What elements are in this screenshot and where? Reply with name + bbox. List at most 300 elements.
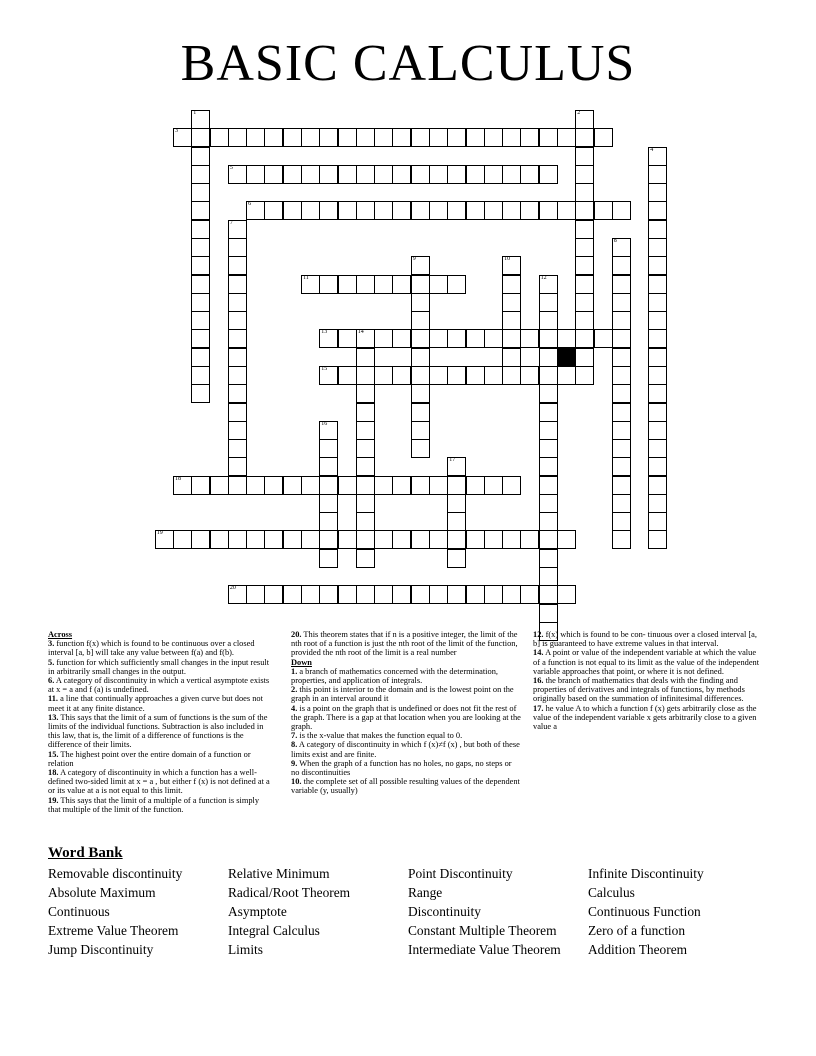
grid-cell[interactable] [539, 567, 558, 586]
grid-cell[interactable] [228, 403, 247, 422]
grid-cell[interactable] [612, 403, 631, 422]
grid-cell[interactable] [429, 275, 448, 294]
grid-cell[interactable] [612, 494, 631, 513]
grid-cell[interactable] [484, 476, 503, 495]
grid-cell[interactable] [411, 421, 430, 440]
grid-cell[interactable] [356, 439, 375, 458]
grid-cell[interactable] [594, 201, 613, 220]
grid-cell[interactable] [539, 128, 558, 147]
grid-cell[interactable] [228, 165, 247, 184]
grid-cell[interactable] [228, 275, 247, 294]
grid-cell[interactable] [575, 275, 594, 294]
grid-cell[interactable] [356, 275, 375, 294]
grid-cell[interactable] [173, 476, 192, 495]
grid-cell[interactable] [338, 585, 357, 604]
grid-cell[interactable] [191, 165, 210, 184]
grid-cell[interactable] [338, 128, 357, 147]
grid-cell[interactable] [539, 604, 558, 623]
grid-cell[interactable] [502, 585, 521, 604]
grid-cell[interactable] [648, 220, 667, 239]
clue-number-label: 11. [48, 694, 59, 704]
grid-cell[interactable] [411, 293, 430, 312]
grid-cell[interactable] [374, 165, 393, 184]
grid-cell[interactable] [612, 329, 631, 348]
grid-cell[interactable] [338, 275, 357, 294]
grid-cell[interactable] [520, 585, 539, 604]
grid-cell[interactable] [228, 421, 247, 440]
grid-cell[interactable] [191, 128, 210, 147]
grid-cell[interactable] [466, 366, 485, 385]
grid-cell[interactable] [264, 165, 283, 184]
grid-cell[interactable] [447, 585, 466, 604]
grid-cell[interactable] [484, 329, 503, 348]
grid-cell[interactable] [191, 220, 210, 239]
grid-cell[interactable] [411, 366, 430, 385]
grid-cell[interactable] [411, 201, 430, 220]
grid-cell[interactable] [392, 128, 411, 147]
grid-cell[interactable] [447, 201, 466, 220]
grid-cell[interactable] [612, 256, 631, 275]
grid-cell[interactable] [228, 457, 247, 476]
grid-cell[interactable] [411, 256, 430, 275]
grid-cell[interactable] [210, 530, 229, 549]
grid-cell[interactable] [648, 494, 667, 513]
black-square [557, 348, 576, 367]
grid-cell[interactable] [228, 293, 247, 312]
grid-cell[interactable] [612, 275, 631, 294]
grid-cell[interactable] [466, 476, 485, 495]
grid-cell[interactable] [648, 457, 667, 476]
grid-cell[interactable] [429, 476, 448, 495]
grid-cell[interactable] [520, 201, 539, 220]
grid-cell[interactable] [575, 201, 594, 220]
grid-cell[interactable] [392, 329, 411, 348]
grid-cell[interactable] [648, 183, 667, 202]
grid-cell[interactable] [575, 165, 594, 184]
grid-cell[interactable] [356, 512, 375, 531]
grid-cell[interactable] [228, 220, 247, 239]
grid-cell[interactable] [539, 348, 558, 367]
grid-cell[interactable] [648, 275, 667, 294]
grid-cell[interactable] [466, 530, 485, 549]
grid-cell[interactable] [191, 366, 210, 385]
grid-cell[interactable] [539, 494, 558, 513]
grid-cell[interactable] [502, 476, 521, 495]
grid-cell[interactable] [484, 128, 503, 147]
grid-cell[interactable] [283, 530, 302, 549]
grid-cell[interactable] [246, 530, 265, 549]
grid-cell[interactable] [392, 585, 411, 604]
grid-cell[interactable] [356, 530, 375, 549]
grid-cell[interactable] [539, 512, 558, 531]
grid-cell[interactable] [575, 366, 594, 385]
grid-cell[interactable] [557, 128, 576, 147]
grid-cell[interactable] [319, 549, 338, 568]
grid-cell[interactable] [575, 329, 594, 348]
grid-cell[interactable] [264, 201, 283, 220]
grid-cell[interactable] [319, 366, 338, 385]
grid-cell[interactable] [191, 293, 210, 312]
grid-cell[interactable] [648, 311, 667, 330]
grid-cell[interactable] [648, 366, 667, 385]
word-bank-entry: Calculus [588, 885, 635, 900]
grid-cell[interactable] [484, 165, 503, 184]
grid-cell[interactable] [648, 476, 667, 495]
grid-cell[interactable] [539, 275, 558, 294]
grid-cell[interactable] [191, 384, 210, 403]
grid-cell[interactable] [447, 457, 466, 476]
grid-cell[interactable] [338, 530, 357, 549]
grid-cell[interactable] [301, 585, 320, 604]
grid-cell[interactable] [520, 329, 539, 348]
grid-cell[interactable] [648, 165, 667, 184]
grid-cell[interactable] [392, 275, 411, 294]
grid-cell[interactable] [612, 421, 631, 440]
grid-cell[interactable] [539, 549, 558, 568]
grid-cell[interactable] [411, 348, 430, 367]
grid-cell[interactable] [648, 403, 667, 422]
clue-text: is a point on the graph that is undefined or does not fit the rest of the graph. There is a gap at that location when you are looking at the graph. [291, 703, 521, 732]
grid-cell[interactable] [173, 530, 192, 549]
grid-cell[interactable] [557, 329, 576, 348]
grid-cell[interactable] [374, 329, 393, 348]
grid-cell[interactable] [356, 128, 375, 147]
grid-cell[interactable] [502, 366, 521, 385]
grid-cell[interactable] [228, 311, 247, 330]
grid-cell[interactable] [374, 530, 393, 549]
grid-cell[interactable] [392, 476, 411, 495]
grid-cell[interactable] [648, 238, 667, 257]
clue [291, 731, 521, 740]
grid-cell[interactable] [539, 329, 558, 348]
grid-cell[interactable] [484, 201, 503, 220]
grid-cell[interactable] [191, 238, 210, 257]
grid-cell[interactable] [264, 585, 283, 604]
grid-cell[interactable] [374, 275, 393, 294]
grid-cell[interactable] [338, 329, 357, 348]
grid-cell[interactable] [356, 329, 375, 348]
grid-cell[interactable] [264, 476, 283, 495]
grid-cell[interactable] [228, 348, 247, 367]
grid-cell[interactable] [319, 494, 338, 513]
grid-cell[interactable] [374, 128, 393, 147]
grid-cell[interactable] [429, 530, 448, 549]
grid-cell[interactable] [374, 366, 393, 385]
grid-cell[interactable] [319, 165, 338, 184]
grid-cell[interactable] [539, 476, 558, 495]
grid-cell[interactable] [612, 366, 631, 385]
clue [48, 694, 273, 712]
grid-cell[interactable] [356, 165, 375, 184]
grid-cell[interactable] [264, 530, 283, 549]
grid-cell[interactable] [648, 147, 667, 166]
grid-cell[interactable] [411, 329, 430, 348]
grid-cell[interactable] [301, 275, 320, 294]
grid-cell[interactable] [411, 439, 430, 458]
grid-cell[interactable] [356, 549, 375, 568]
grid-cell[interactable] [612, 348, 631, 367]
grid-cell[interactable] [319, 201, 338, 220]
grid-cell[interactable] [612, 457, 631, 476]
grid-cell[interactable] [447, 512, 466, 531]
grid-cell[interactable] [319, 439, 338, 458]
grid-cell[interactable] [539, 311, 558, 330]
grid-cell[interactable] [228, 238, 247, 257]
grid-cell[interactable] [539, 439, 558, 458]
grid-cell[interactable] [246, 476, 265, 495]
grid-cell[interactable] [283, 585, 302, 604]
grid-cell[interactable] [575, 147, 594, 166]
clue [48, 713, 273, 750]
grid-cell[interactable] [648, 512, 667, 531]
grid-cell[interactable] [228, 329, 247, 348]
grid-cell[interactable] [447, 549, 466, 568]
grid-cell[interactable] [319, 128, 338, 147]
grid-cell[interactable] [338, 165, 357, 184]
grid-cell[interactable] [191, 348, 210, 367]
grid-cell[interactable] [648, 530, 667, 549]
grid-cell[interactable] [228, 384, 247, 403]
grid-cell[interactable] [484, 585, 503, 604]
grid-cell[interactable] [429, 585, 448, 604]
grid-cell[interactable] [648, 421, 667, 440]
grid-cell[interactable] [429, 201, 448, 220]
grid-cell[interactable] [392, 165, 411, 184]
grid-cell[interactable] [539, 201, 558, 220]
grid-cell[interactable] [191, 256, 210, 275]
grid-cell[interactable] [319, 512, 338, 531]
grid-cell[interactable] [356, 348, 375, 367]
grid-cell[interactable] [466, 585, 485, 604]
grid-cell[interactable] [228, 476, 247, 495]
grid-cell[interactable] [411, 128, 430, 147]
grid-cell[interactable] [648, 329, 667, 348]
grid-cell[interactable] [447, 165, 466, 184]
grid-cell[interactable] [575, 348, 594, 367]
grid-cell[interactable] [210, 476, 229, 495]
grid-cell[interactable] [228, 366, 247, 385]
grid-cell[interactable] [484, 530, 503, 549]
grid-cell[interactable] [575, 311, 594, 330]
grid-cell[interactable] [356, 366, 375, 385]
grid-cell[interactable] [191, 201, 210, 220]
grid-cell[interactable] [264, 128, 283, 147]
grid-cell[interactable] [392, 366, 411, 385]
grid-cell[interactable] [575, 128, 594, 147]
grid-cell[interactable] [228, 439, 247, 458]
grid-cell[interactable] [557, 201, 576, 220]
grid-cell[interactable] [575, 256, 594, 275]
grid-cell[interactable] [502, 128, 521, 147]
grid-cell[interactable] [191, 329, 210, 348]
grid-cell[interactable] [575, 220, 594, 239]
grid-cell[interactable] [319, 275, 338, 294]
grid-cell[interactable] [520, 530, 539, 549]
grid-cell[interactable] [319, 421, 338, 440]
grid-cell[interactable] [191, 110, 210, 129]
grid-cell[interactable] [356, 201, 375, 220]
grid-cell[interactable] [374, 201, 393, 220]
grid-cell[interactable] [319, 530, 338, 549]
grid-cell[interactable] [155, 530, 174, 549]
grid-cell[interactable] [648, 384, 667, 403]
grid-cell[interactable] [520, 128, 539, 147]
grid-cell[interactable] [612, 476, 631, 495]
grid-cell[interactable] [356, 421, 375, 440]
grid-cell[interactable] [502, 530, 521, 549]
grid-cell[interactable] [319, 585, 338, 604]
word-bank-entry: Limits [228, 942, 263, 957]
grid-cell[interactable] [539, 366, 558, 385]
grid-cell[interactable] [411, 311, 430, 330]
grid-cell[interactable] [539, 457, 558, 476]
clue-text: a branch of mathematics concerned with the determination, properties, and application of integrals. [291, 666, 498, 686]
grid-cell[interactable] [411, 275, 430, 294]
grid-cell[interactable] [594, 128, 613, 147]
grid-cell[interactable] [246, 128, 265, 147]
grid-cell[interactable] [539, 293, 558, 312]
grid-cell[interactable] [301, 476, 320, 495]
grid-cell[interactable] [228, 585, 247, 604]
grid-cell[interactable] [301, 530, 320, 549]
grid-cell[interactable] [301, 201, 320, 220]
grid-cell[interactable] [283, 165, 302, 184]
grid-cell[interactable] [411, 476, 430, 495]
grid-cell[interactable] [356, 476, 375, 495]
grid-cell[interactable] [502, 201, 521, 220]
grid-cell[interactable] [612, 439, 631, 458]
grid-cell[interactable] [502, 275, 521, 294]
grid-cell[interactable] [502, 165, 521, 184]
grid-cell[interactable] [466, 329, 485, 348]
grid-cell[interactable] [429, 128, 448, 147]
grid-cell[interactable] [520, 165, 539, 184]
grid-cell[interactable] [356, 494, 375, 513]
grid-cell[interactable] [319, 476, 338, 495]
grid-cell[interactable] [575, 183, 594, 202]
grid-cell[interactable] [411, 585, 430, 604]
grid-cell[interactable] [447, 329, 466, 348]
grid-cell[interactable] [447, 128, 466, 147]
grid-cell[interactable] [301, 165, 320, 184]
grid-cell[interactable] [466, 128, 485, 147]
grid-cell[interactable] [283, 128, 302, 147]
grid-cell[interactable] [392, 530, 411, 549]
grid-cell[interactable] [466, 165, 485, 184]
grid-cell[interactable] [557, 530, 576, 549]
grid-cell[interactable] [246, 165, 265, 184]
grid-cell[interactable] [612, 530, 631, 549]
grid-cell[interactable] [356, 403, 375, 422]
grid-cell[interactable] [612, 311, 631, 330]
grid-cell[interactable] [575, 110, 594, 129]
grid-cell[interactable] [612, 201, 631, 220]
grid-cell[interactable] [648, 293, 667, 312]
grid-cell[interactable] [356, 457, 375, 476]
grid-cell[interactable] [539, 165, 558, 184]
grid-cell[interactable] [191, 476, 210, 495]
grid-cell[interactable] [502, 293, 521, 312]
grid-cell[interactable] [648, 256, 667, 275]
grid-cell[interactable] [612, 384, 631, 403]
grid-cell[interactable] [612, 238, 631, 257]
grid-cell[interactable] [228, 256, 247, 275]
grid-cell[interactable] [338, 366, 357, 385]
grid-cell[interactable] [539, 530, 558, 549]
grid-cell[interactable] [648, 439, 667, 458]
grid-cell[interactable] [191, 183, 210, 202]
grid-cell[interactable] [429, 366, 448, 385]
grid-cell[interactable] [338, 476, 357, 495]
grid-cell[interactable] [411, 165, 430, 184]
grid-cell[interactable] [447, 275, 466, 294]
grid-cell[interactable] [338, 201, 357, 220]
grid-cell[interactable] [228, 128, 247, 147]
grid-cell[interactable] [319, 329, 338, 348]
grid-cell[interactable] [301, 128, 320, 147]
grid-cell[interactable] [484, 366, 503, 385]
grid-cell[interactable] [246, 201, 265, 220]
grid-cell[interactable] [411, 530, 430, 549]
grid-cell[interactable] [502, 256, 521, 275]
grid-cell[interactable] [539, 403, 558, 422]
grid-cell[interactable] [228, 530, 247, 549]
grid-cell[interactable] [557, 366, 576, 385]
grid-cell[interactable] [392, 201, 411, 220]
grid-cell[interactable] [356, 585, 375, 604]
grid-cell[interactable] [594, 329, 613, 348]
grid-cell[interactable] [539, 585, 558, 604]
grid-cell[interactable] [575, 238, 594, 257]
grid-cell[interactable] [520, 366, 539, 385]
grid-cell[interactable] [502, 311, 521, 330]
grid-cell[interactable] [539, 384, 558, 403]
grid-cell[interactable] [502, 348, 521, 367]
grid-cell[interactable] [319, 457, 338, 476]
grid-cell[interactable] [283, 201, 302, 220]
grid-cell[interactable] [539, 421, 558, 440]
clue-text: This theorem states that if n is a positive integer, the limit of the nth root of a function is just the nth root of the limit of the function, provided the nth root of the limit is a real number [291, 630, 518, 658]
grid-cell[interactable] [429, 165, 448, 184]
grid-cell[interactable] [466, 201, 485, 220]
grid-cell[interactable] [283, 476, 302, 495]
grid-cell[interactable] [191, 147, 210, 166]
grid-cell[interactable] [191, 275, 210, 294]
grid-cell[interactable] [210, 128, 229, 147]
grid-cell[interactable] [575, 293, 594, 312]
grid-cell[interactable] [612, 293, 631, 312]
grid-cell[interactable] [648, 348, 667, 367]
grid-cell[interactable] [191, 311, 210, 330]
grid-cell[interactable] [648, 201, 667, 220]
grid-cell[interactable] [191, 530, 210, 549]
grid-cell[interactable] [356, 384, 375, 403]
grid-cell[interactable] [411, 384, 430, 403]
grid-cell[interactable] [447, 476, 466, 495]
grid-cell[interactable] [502, 329, 521, 348]
grid-cell[interactable] [447, 494, 466, 513]
grid-cell[interactable] [411, 403, 430, 422]
grid-cell[interactable] [447, 530, 466, 549]
grid-cell[interactable] [557, 585, 576, 604]
grid-cell[interactable] [173, 128, 192, 147]
grid-cell[interactable] [374, 476, 393, 495]
grid-cell[interactable] [447, 366, 466, 385]
grid-cell[interactable] [246, 585, 265, 604]
grid-cell[interactable] [612, 512, 631, 531]
grid-cell[interactable] [429, 329, 448, 348]
grid-cell[interactable] [374, 585, 393, 604]
